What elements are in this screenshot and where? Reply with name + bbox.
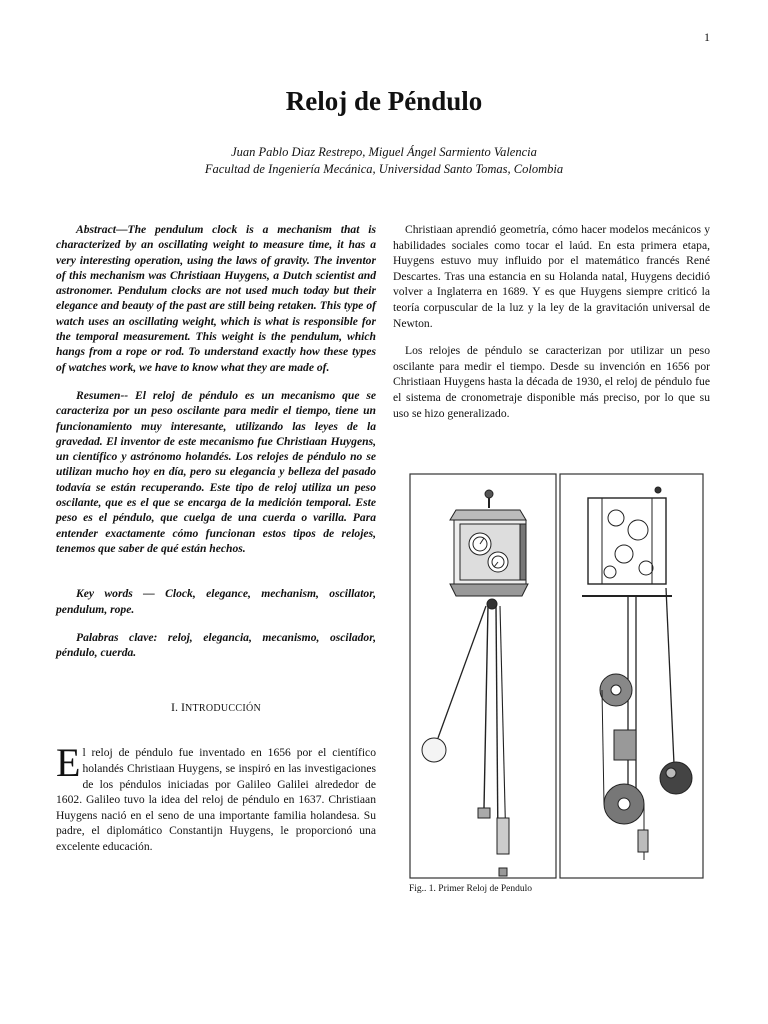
introduction-text: l reloj de péndulo fue inventado en 1656 por el científico holandés Christiaan Huygens, se inspiró en las investigaciones de los péndulos iniciadas por Galileo Galilei alrededor de 1602. Galileo tuvo la idea del reloj de péndulo en 1637. Christiaan Huygens nació en el seno de una importante familia holandesa. Su padre, el diplomático Constantijn Huygens, le proporcionó una excelente educación. (56, 746, 376, 853)
keywords-english: Key words — Clock, elegance, mechanism, oscillator, pendulum, rope. (56, 587, 376, 616)
page-number: 1 (704, 30, 710, 44)
keywords-spanish: Palabras clave: reloj, elegancia, mecanismo, oscilador, péndulo, cuerda. (56, 630, 376, 660)
section-first-letter: I (180, 700, 185, 715)
section-heading-introduccion (56, 700, 376, 715)
pendulum-clock-illustration (402, 468, 709, 884)
affiliation: Facultad de Ingeniería Mecánica, Universidad Santo Tomas, Colombia (204, 162, 564, 176)
drop-cap-letter: E (56, 740, 81, 786)
section-title-rest: NTRODUCCIÓN (184, 703, 262, 715)
author-names: Juan Pablo Diaz Restrepo, Miguel Ángel Sarmiento Valencia (231, 145, 537, 159)
abstract-english: Abstract—The pendulum clock is a mechanism that is characterized by an oscillating weight to measure time, it has a very interesting operation, using the laws of gravity. The inventor of this mechanism was Christiaan Huygens, a Dutch scientist and astronomer. Pendulum clocks are not used much today but their elegance and beauty of the past are still being retaken. This type of watch uses an oscillating weight, which is what is responsible for the temporal measurement. This weight is the pendulum, which hangs from a rope or rod. To understand exactly how these types of watches work, we have to know what they are made of. (56, 223, 376, 374)
huygens-biography-paragraph: Christiaan aprendió geometría, cómo hacer modelos mecánicos y habilidades sociales como tocar el laúd. En esta primera etapa, Huygens estuvo muy influido por el matemático francés René Descartes. Tras una estancia en su Holanda natal, Huygens decidió volver a Inglaterra en 1689. Y es que Huygens siempre criticó la teoría corpuscular de la luz y la ley de la gravitación universal de Newton. (393, 223, 710, 330)
introduction-paragraph (56, 740, 376, 854)
left-column (56, 222, 376, 855)
abstract-spanish: Resumen-- El reloj de péndulo es un mecanismo que se caracteriza por un peso oscilante para medir el tiempo, tiene un funcionamiento muy interesante, utilizando las leyes de la gravedad. El inventor de este mecanismo fue Christiaan Huygens, un científico y astrónomo holandés. Los relojes de péndulo no se utilizan mucho hoy en día, pero su elegancia y belleza del pasado todavía se están recuperando. Este tipo de reloj utiliza un peso oscilante, que es el que se encarga de la medición temporal. Este peso es el péndulo, que cuelga de una cuerda o varilla. Para entender exactamente cómo funcionan estos tipos de relojes, tenemos que saber de qué están hechos. (56, 388, 376, 555)
figure-caption: Fig.. 1. Primer Reloj de Pendulo (409, 884, 532, 894)
section-numeral: I. (170, 700, 178, 715)
pendulum-clock-figure (402, 468, 709, 884)
author-block (0, 144, 768, 178)
pendulum-clock-description-paragraph: Los relojes de péndulo se caracterizan por utilizar un peso oscilante para medir el tiempo. Desde su invención en 1656 por Christiaan Huygens hasta la década de 1930, el reloj de péndulo fue el sistema de cronometraje disponible más preciso, por lo que su uso se hizo generalizado. (393, 344, 710, 420)
paper-title: Reloj de Péndulo (285, 86, 483, 116)
right-column (393, 222, 710, 433)
